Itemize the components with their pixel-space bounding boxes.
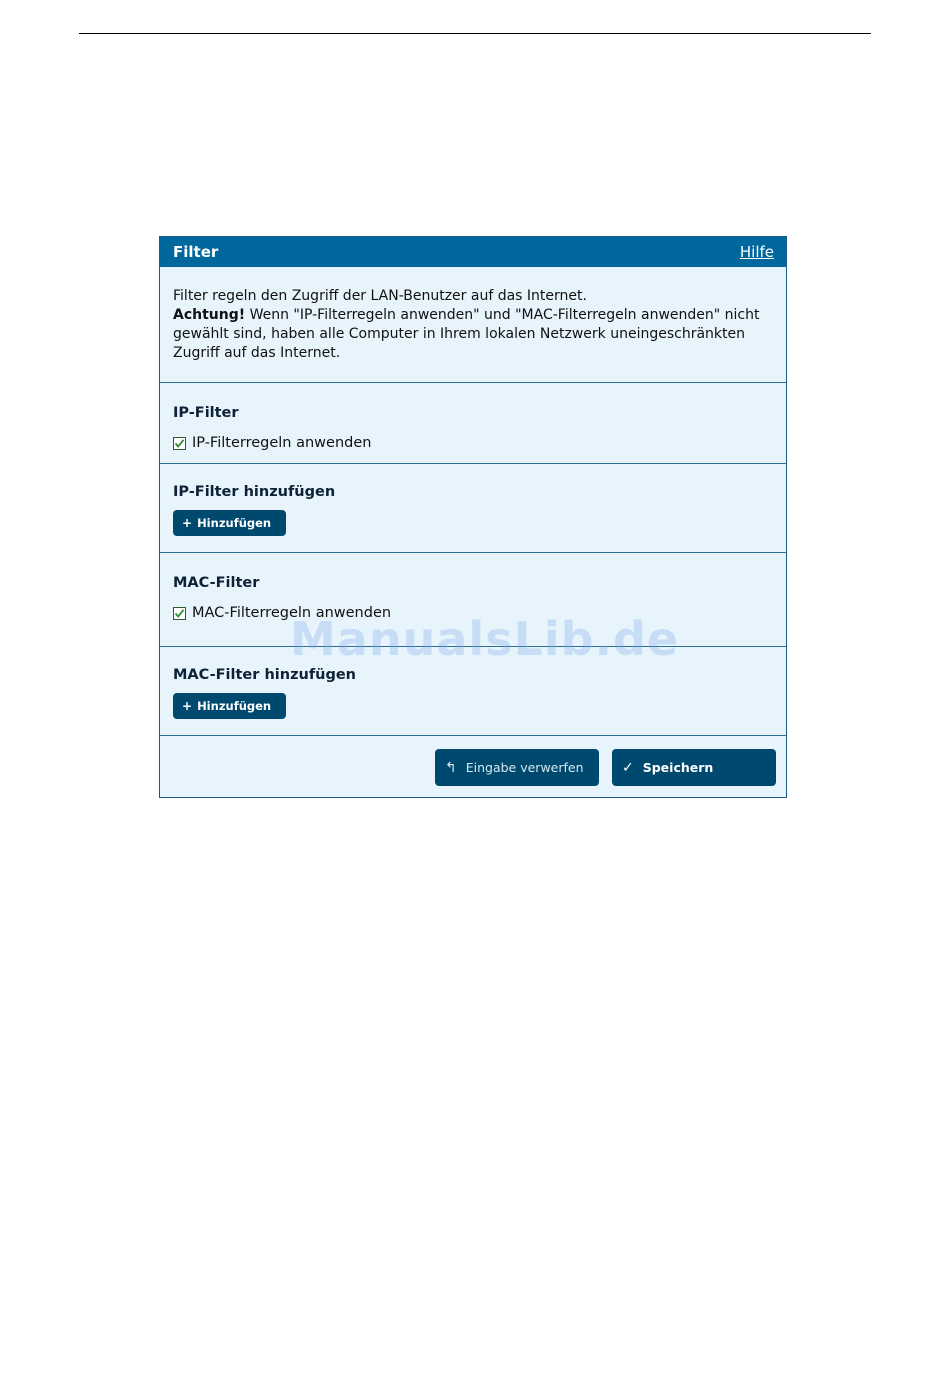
filter-panel [159, 236, 787, 798]
mac-filter-checkbox-row[interactable] [173, 605, 773, 621]
return-arrow-icon: ↰ [445, 759, 457, 776]
checkmark-icon: ✓ [622, 759, 634, 776]
mac-filter-add-title: MAC-Filter hinzufügen [173, 667, 356, 683]
add-ip-filter-button-label: Hinzufügen [197, 516, 272, 530]
watermark: ManualsLib.de [290, 612, 680, 666]
ip-filter-checkbox[interactable] [173, 437, 186, 450]
add-mac-filter-button[interactable] [173, 693, 286, 719]
mac-filter-title: MAC-Filter [173, 575, 260, 591]
mac-filter-section [160, 553, 786, 647]
intro-text: Filter regeln den Zugriff der LAN-Benutzer auf das Internet. [173, 288, 587, 304]
ip-filter-add-title: IP-Filter hinzufügen [173, 484, 336, 500]
footer-section [160, 736, 786, 798]
top-rule [79, 33, 871, 34]
intro-section [160, 267, 786, 383]
panel-title: Filter [173, 243, 219, 261]
save-button[interactable] [612, 749, 776, 786]
mac-filter-checkbox[interactable] [173, 607, 186, 620]
discard-button-label: Eingabe verwerfen [465, 760, 584, 775]
save-button-label: Speichern [642, 760, 714, 775]
help-link[interactable]: Hilfe [739, 243, 774, 261]
ip-filter-title: IP-Filter [173, 405, 239, 421]
add-mac-filter-button-label: Hinzufügen [197, 699, 272, 713]
discard-button[interactable] [435, 749, 599, 786]
plus-icon: + [182, 699, 193, 713]
checkmark-icon [174, 608, 185, 619]
plus-icon: + [182, 516, 193, 530]
mac-filter-checkbox-label: MAC-Filterregeln anwenden [192, 605, 392, 621]
ip-filter-add-section [160, 464, 786, 553]
panel-header [160, 237, 786, 267]
mac-filter-add-section [160, 647, 786, 736]
add-ip-filter-button[interactable] [173, 510, 286, 536]
ip-filter-checkbox-label: IP-Filterregeln anwenden [192, 435, 372, 451]
ip-filter-section [160, 383, 786, 464]
ip-filter-checkbox-row[interactable] [173, 435, 773, 451]
warning-text: Wenn "IP-Filterregeln anwenden" und "MAC-Filterregeln anwenden" nicht gewählt sind, haben alle Computer in Ihrem lokalen Netzwerk uneingeschränkten Zugriff auf das Internet. [173, 307, 760, 361]
warning-label: Achtung! [173, 307, 246, 323]
checkmark-icon [174, 438, 185, 449]
